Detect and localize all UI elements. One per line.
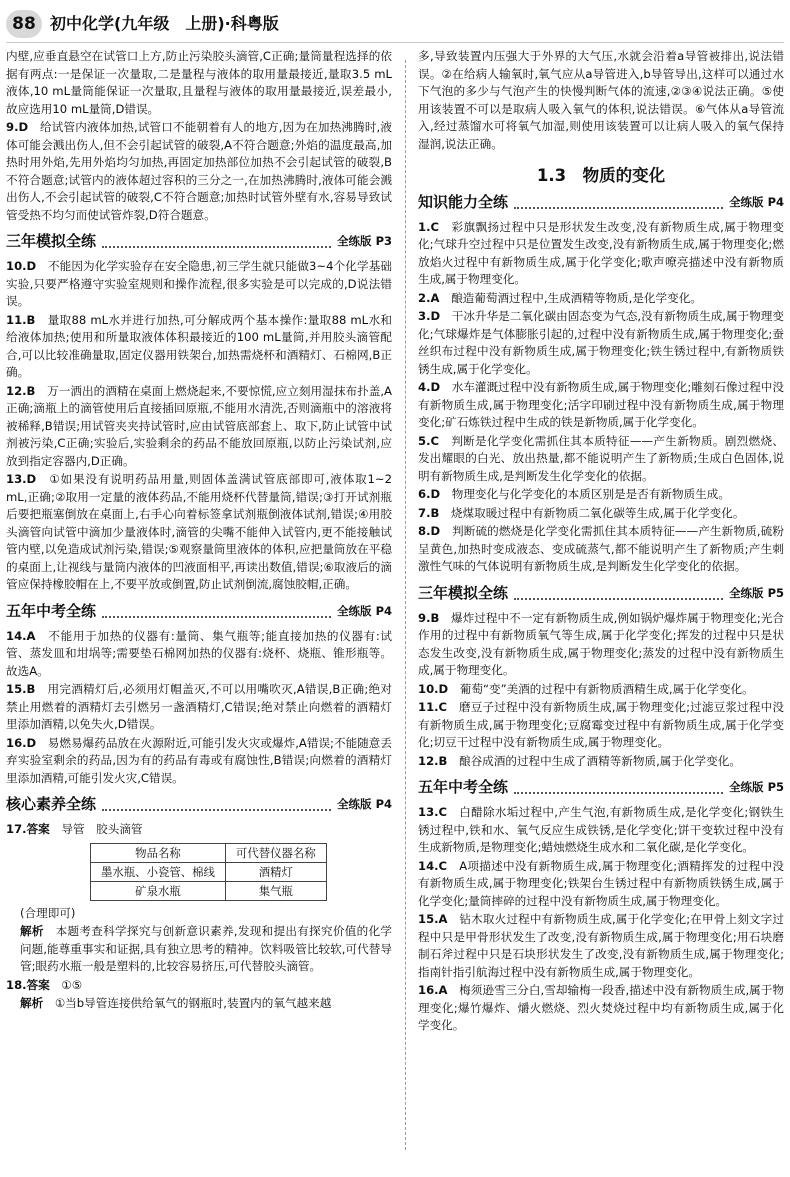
answer-number: 11.C [418,700,448,714]
answer-number: 1.C [418,219,439,234]
section-header-sannian-r [418,584,784,604]
explanation-text: ①当b导管连接供给氧气的钢瓶时,装置内的氧气越来越 [54,996,332,1010]
answer-label: 17.答案 [6,822,50,836]
answer-16 [6,735,392,788]
explanation-label: 解析 [20,924,44,938]
answer-text: 梅须逊雪三分白,雪却输梅一段香,描述中没有新物质生成,属于物理变化;爆竹爆炸、爝火燃烧、烈火焚烧过程中均有新物质生成,属于化学变化。 [418,983,784,1032]
answer-text: 不能因为化学实验存在安全隐患,初三学生就只能做3~4个化学基础实验,只要严格遵守实验室规则和操作流程,很多实验是可以完成的,D说法错误。 [6,259,392,308]
answer-number: 12.B [418,753,448,768]
table-cell: 墨水瓶、小瓷管、棉线 [91,862,226,881]
section-ref: 全练版 P4 [337,603,392,618]
answer-text: 导管 胶头滴管 [61,822,143,836]
answer-number: 15.A [418,912,448,926]
table-row [91,881,327,900]
explanation-text: 本题考查科学探究与创新意识素养,发现和提出有探究价值的化学问题,能尊重事实和证据,具有独立思考的精神。饮料吸管比较软,可代替导管;眼药水瓶一般是塑料的,比较容易挤压,可代替胶头滴管。 [20,924,392,973]
table-header: 物品名称 [91,843,226,862]
answer-number: 4.D [418,380,441,394]
answer-r1 [418,219,784,289]
answer-text: 判断是化学变化需抓住其本质特征——产生新物质。剧烈燃烧、发出耀眼的白光、放出热量,都不能说明产生了新物质;生成白色固体,说明有新物质生成,是判断发生化学变化的依据。 [418,433,784,483]
answer-r15 [418,911,784,981]
section-dots [102,236,331,248]
answer-r16 [418,982,784,1035]
section-title: 核心素养全练 [6,795,97,814]
table-row [91,862,327,881]
answer-r8 [418,523,784,576]
answer-number: 8.D [418,524,441,538]
answer-10 [6,258,392,311]
answer-14 [6,628,392,681]
section-dots [514,782,723,794]
answer-r3 [418,308,784,378]
section-header-wunian [6,602,392,622]
section-ref: 全练版 P5 [729,585,784,600]
answer-text: 水车灌溉过程中没有新物质生成,属于物理变化;雕刻石像过程中没有新物质生成,属于物理变化;活字印刷过程中没有新物质生成,属于物理变化;矿石炼铁过程中生成的铁是新物质,属于化学变化。 [418,380,784,429]
table-cell: 集气瓶 [225,881,326,900]
answer-r7 [418,505,784,523]
answer-number: 2.A [418,290,440,305]
answer-15 [6,681,392,734]
section-header-hexin [6,795,392,815]
explanation-label: 解析 [20,996,44,1010]
chapter-title: 1.3 物质的变化 [536,166,666,185]
answer-number: 14.C [418,858,448,873]
answer-17-explanation [6,923,392,976]
answer-13 [6,471,392,594]
section-header-zhishi [418,193,784,213]
answer-r14 [418,858,784,911]
answer-text: 彩旗飘扬过程中只是形状发生改变,没有新物质生成,属于物理变化;气球升空过程中只是位置发生改变,没有新物质生成,属于物理变化;燃放焰火过程中有新物质生成,属于化学变化;歌声嘹亮描述中没有新物质生成,属于物理变化。 [418,219,784,286]
section-dots [514,197,723,209]
answer-r6 [418,486,784,504]
answer-text: 酿谷成酒的过程中生成了酒精等新物质,属于化学变化。 [458,753,741,768]
column-divider [405,60,406,1150]
section-ref: 全练版 P4 [337,797,392,812]
section-title: 三年模拟全练 [418,583,509,602]
answer-number: 13.D [6,472,37,486]
section-header-sannian [6,232,392,252]
answer-number: 14.A [6,628,36,643]
answer-r11 [418,699,784,752]
answer-number: 16.D [6,735,37,750]
answer-18 [6,977,392,995]
answer-number: 10.D [418,681,449,696]
section-title: 三年模拟全练 [6,232,97,251]
answer-text: 易燃易爆药品放在火源附近,可能引发火灾或爆炸,A错误;不能随意丢弃实验室剩余的药品,因为有的药品有毒或有腐蚀性,B错误;向燃着的酒精灯里添加酒精,可能引发火灾,C错误。 [6,735,392,785]
section-dots [102,606,331,618]
answer-text: 用完酒精灯后,必须用灯帽盖灭,不可以用嘴吹灭,A错误,B正确;绝对禁止用燃着的酒精灯去引燃另一盏酒精灯,C错误;绝对禁止向燃着的酒精灯里添加酒精,以免失火,D错误。 [6,682,392,731]
left-column [6,48,392,1014]
answer-r2 [418,290,784,308]
answer-number: 6.D [418,487,441,501]
section-title: 五年中考全练 [6,601,97,620]
answer-number: 5.C [418,433,439,448]
answer-r4 [418,379,784,432]
section-dots [514,588,723,600]
section-header-wunian-r [418,778,784,798]
answer-text: 万一洒出的酒精在桌面上燃烧起来,不要惊慌,应立刻用湿抹布扑盖,A正确;滴瓶上的滴管使用后直接插回原瓶,不能用水清洗,否则滴瓶中的溶液将被稀释,B错误;用试管夹夹持试管时,应由试管底部套上、取下,防止试管中试剂被污染,C正确;实验后,实验剩余的药品不能放回原瓶,以防止污染试剂,应放到指定容器内,D正确。 [6,383,392,468]
answer-12 [6,383,392,471]
answer-r5 [418,433,784,486]
answer-text: 爆炸过程中不一定有新物质生成,例如锅炉爆炸属于物理变化;光合作用的过程中有新物质氧气等生成,属于化学变化;挥发的过程中只是状态发生改变,没有新物质生成,属于物理变化;蒸发的过程中没有新物质生成,属于物理变化。 [418,610,784,677]
section-ref: 全练版 P5 [729,780,784,795]
page-number: 88 [6,10,42,38]
answer-18-continued: 多,导致装置内压强大于外界的大气压,水就会沿着a导管被排出,说法错误。②在给病人输氧时,氧气应从a导管进入,b导管导出,这样可以通过水下气泡的多少与气泡产生的快慢判断气体的流速,②③④说法正确。⑤使用该装置不可以是取病人吸入氧气的体积,说法错误。⑥气体从a导管流入,经过蒸馏水可将氧气加湿,则使用该装置可以让病人吸入的氧气保持湿润,说法正确。 [418,49,784,151]
answer-number: 9.D [6,120,29,134]
table-cell: 酒精灯 [225,862,326,881]
answer-11 [6,312,392,382]
answer-number: 10.D [6,259,37,273]
answer-text: 量取88 mL水并进行加热,可分解成两个基本操作:量取88 mL水和给液体加热;使用和所量取液体体积最接近的100 mL量筒,并用胶头滴管配合,可以比较准确量取,固定仪器用铁架台,加热需烧杯和酒精灯、石棉网,B正确。 [6,312,392,379]
section-title: 五年中考全练 [418,778,509,797]
answer-number: 16.A [418,983,448,997]
answer-number: 12.B [6,383,36,398]
answer-r9 [418,610,784,680]
section-title: 知识能力全练 [418,192,509,211]
answer-9 [6,119,392,224]
answer-text: 白醋除水垢过程中,产生气泡,有新物质生成,是化学变化;钢铁生锈过程中,铁和水、氧气反应生成铁锈,是化学变化;饼干变软过程中没有生成新物质,是物理变化;蜡烛燃烧生成水和二氧化碳,是化学变化。 [418,805,784,854]
answer-r10 [418,681,784,699]
section-ref: 全练版 P4 [729,194,784,209]
answer-text: 给试管内液体加热,试管口不能朝着有人的地方,因为在加热沸腾时,液体可能会溅出伤人,但不会引起试管的破裂,A不符合题意;外焰的温度最高,加热时用外焰,先用外焰均匀加热,再固定加热部位加热不会引起试管的破裂,B不符合题意;试管内的液体超过容积的三分之一,在加热沸腾时,液体可能会溅出伤人,不会引起试管的破裂,C不符合题意;加热时试管外壁有水,容易导致试管受热不均匀而使试管炸裂,D符合题意。 [6,120,392,222]
answer-number: 13.C [418,805,448,819]
section-ref: 全练版 P3 [337,234,392,249]
answer-text: 不能用于加热的仪器有:量筒、集气瓶等;能直接加热的仪器有:试管、蒸发皿和坩埚等;需要垫石棉网加热的仪器有:烧杯、烧瓶、锥形瓶等。故选A。 [6,628,392,678]
page-header [6,6,784,43]
answer-text: 烧煤取暖过程中有新物质二氧化碳等生成,属于化学变化。 [450,505,745,520]
answer-text: 酿造葡萄酒过程中,生成酒精等物质,是化学变化。 [451,290,702,305]
answer-number: 3.D [418,309,441,323]
answer-text: 物理变化与化学变化的本质区别是是否有新物质生成。 [451,487,730,501]
answer-text: A项描述中没有新物质生成,属于物理变化;酒精挥发的过程中没有新物质生成,属于物理变化;铁架台生锈过程中有新物质铁锈生成,属于化学变化;量筒摔碎的过程中没有新物质生成,属于物理变化。 [418,858,784,908]
answer-text: 磨豆子过程中没有新物质生成,属于物理变化;过滤豆浆过程中没有新物质生成,属于物理变化;豆腐霉变过程中有新物质生成,属于化学变化;切豆干过程中没有新物质生成,属于物理变化。 [418,700,784,749]
answer-number: 7.B [418,505,440,520]
answer-text: 判断硫的燃烧是化学变化需抓住其本质特征——产生新物质,硫粉呈黄色,加热时变成液态、变成硫蒸气,都不能说明产生了新物质;产生刺激性气味的气体说明有新物质生成,是判断发生化学变化的依据。 [418,524,784,573]
answer-r12 [418,753,784,771]
answer-text: 干冰升华是二氧化碳由固态变为气态,没有新物质生成,属于物理变化;气球爆炸是气体膨胀引起的,过程中没有新物质生成,属于物理变化;蚕丝织布过程中没有新物质生成,属于物理变化;铁生锈过程中,有新物质铁锈生成,属于化学变化。 [418,309,784,376]
answer-8-continued: 内壁,应垂直悬空在试管口上方,防止污染胶头滴管,C正确;量筒量程选择的依据有两点:一是保证一次量取,二是量程与液体的取用量最接近,量取3.5 mL液体,10 mL量筒能保证一次量取,且量程与液体的取用量最接近,误差最小,故应选用10 mL量筒,D错误。 [6,49,392,116]
answer-number: 9.B [418,610,440,625]
table-cell: 矿泉水瓶 [91,881,226,900]
answer-label: 18.答案 [6,977,50,992]
book-title: 初中化学(九年级 上册)·科粤版 [50,14,279,33]
table-header-row [91,843,327,862]
section-dots [102,799,331,811]
right-column [418,48,784,1036]
answer-18-explanation [6,995,392,1013]
answer-number: 11.B [6,312,36,327]
substitute-table [90,843,327,901]
answer-text: 葡萄“变”美酒的过程中有新物质酒精生成,属于化学变化。 [459,681,754,696]
answer-17-note: (合理即可) [20,905,76,920]
table-header: 可代替仪器名称 [225,843,326,862]
answer-text: 钻木取火过程中有新物质生成,属于化学变化;在甲骨上刻文字过程中只是甲骨形状发生了改变,没有新物质生成,属于物理变化;用石块磨制石斧过程中只是石块形状发生了改变,没有新物质生成,属于物理变化;指南针指引航海过程中没有新物质生成,属于物理变化。 [418,912,784,979]
answer-r13 [418,804,784,857]
answer-17 [6,821,392,839]
answer-text: ①如果没有说明药品用量,则固体盖满试管底部即可,液体取1~2 mL,正确;②取用一定量的液体药品,不能用烧杯代替量筒,错误;③打开试剂瓶后要把瓶塞倒放在桌面上,右手心向着标签拿试剂瓶倒液体试剂,错误;④用胶头滴管向试管中滴加少量液体时,滴管的尖嘴不能伸入试管内,更不能接触试管内壁,以免造成试剂污染,错误;⑤观察量筒里液体的体积,应把量筒放在平稳的桌面上,让视线与量筒内液体的凹液面相平,再读出数值,错误;⑥取液后的滴管应保持橡胶帽在上,不要平放或倒置,防止试剂倒流,腐蚀胶帽,正确。 [6,472,392,591]
answer-number: 15.B [6,682,36,696]
answer-text: ①⑤ [61,977,83,992]
